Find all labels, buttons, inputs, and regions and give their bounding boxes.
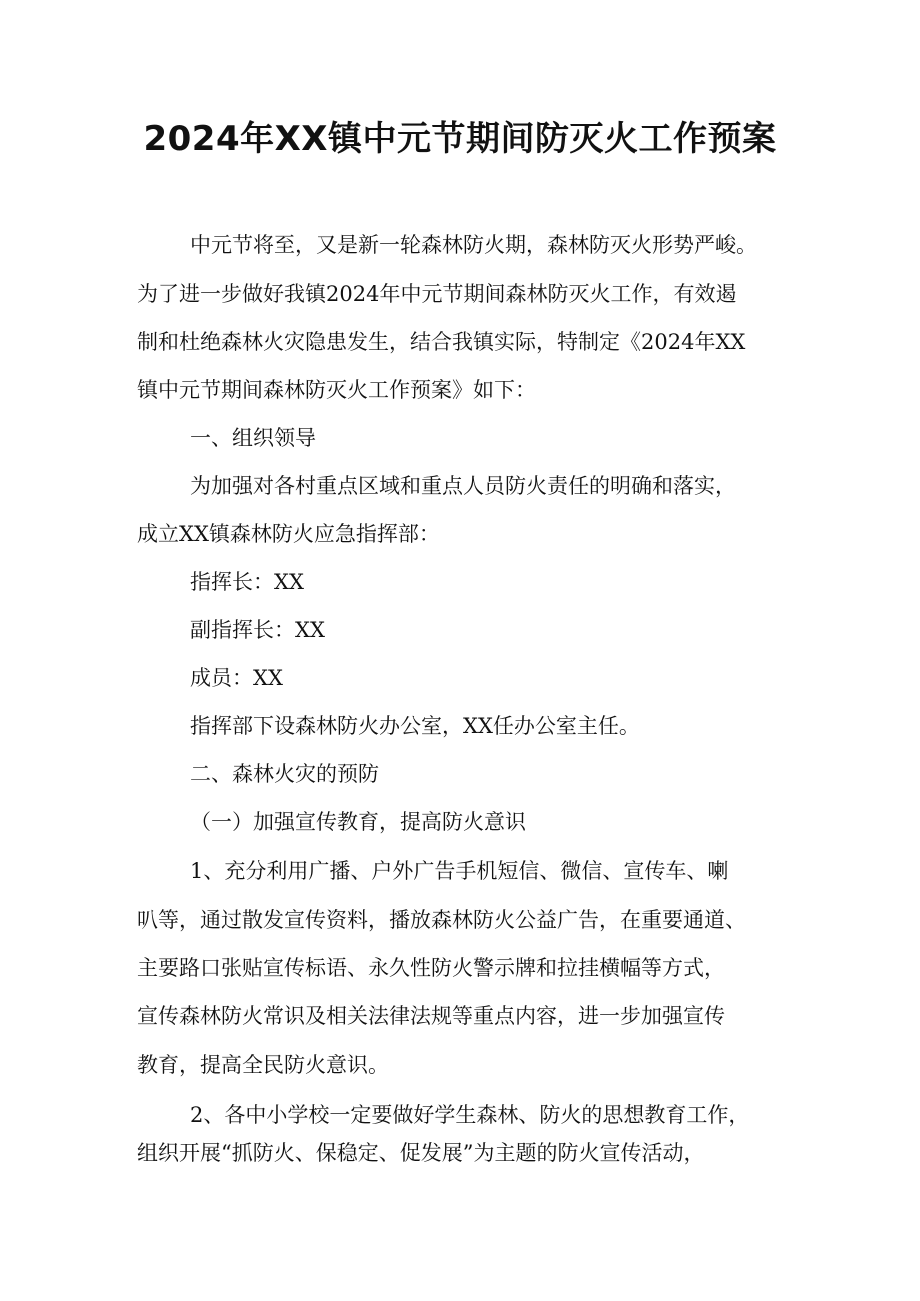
paragraph-line: 1、充分利用广播、户外广告手机短信、微信、宣传车、喇 [190, 859, 729, 883]
paragraph-line: 2、各中小学校一定要做好学生森林、防火的思想教育工作， [190, 1103, 750, 1127]
section-heading: 二、森林火灾的预防 [190, 762, 379, 786]
paragraph-line: 中元节将至，又是新一轮森林防火期，森林防灭火形势严峻。 [190, 233, 757, 257]
commander-line: 指挥长：XX [190, 570, 304, 594]
members-line: 成员：XX [190, 666, 283, 690]
paragraph-line: 宣传森林防火常识及相关法律法规等重点内容，进一步加强宣传 [137, 1004, 725, 1028]
paragraph-line: 镇中元节期间森林防灭火工作预案》如下： [137, 378, 536, 402]
subsection-heading: （一）加强宣传教育，提高防火意识 [190, 810, 526, 834]
deputy-commander-line: 副指挥长：XX [190, 618, 325, 642]
document-title: 2024年XX镇中元节期间防灭火工作预案 [143, 119, 777, 159]
paragraph-line: 成立XX镇森林防火应急指挥部： [137, 522, 440, 546]
paragraph-line: 组织开展“抓防火、保稳定、促发展”为主题的防火宣传活动， [137, 1141, 705, 1165]
paragraph-line: 制和杜绝森林火灾隐患发生，结合我镇实际，特制定《2024年XX [137, 330, 746, 354]
paragraph-line: 为加强对各村重点区域和重点人员防火责任的明确和落实， [190, 474, 736, 498]
paragraph-line: 为了进一步做好我镇2024年中元节期间森林防灭火工作，有效遏 [137, 282, 737, 306]
section-heading: 一、组织领导 [190, 426, 316, 450]
paragraph-line: 教育，提高全民防火意识。 [137, 1053, 389, 1077]
paragraph-line: 主要路口张贴宣传标语、永久性防火警示牌和拉挂横幅等方式， [137, 956, 725, 980]
paragraph-line: 叭等，通过散发宣传资料，播放森林防火公益广告，在重要通道、 [137, 908, 746, 932]
paragraph-line: 指挥部下设森林防火办公室，XX任办公室主任。 [190, 714, 640, 738]
